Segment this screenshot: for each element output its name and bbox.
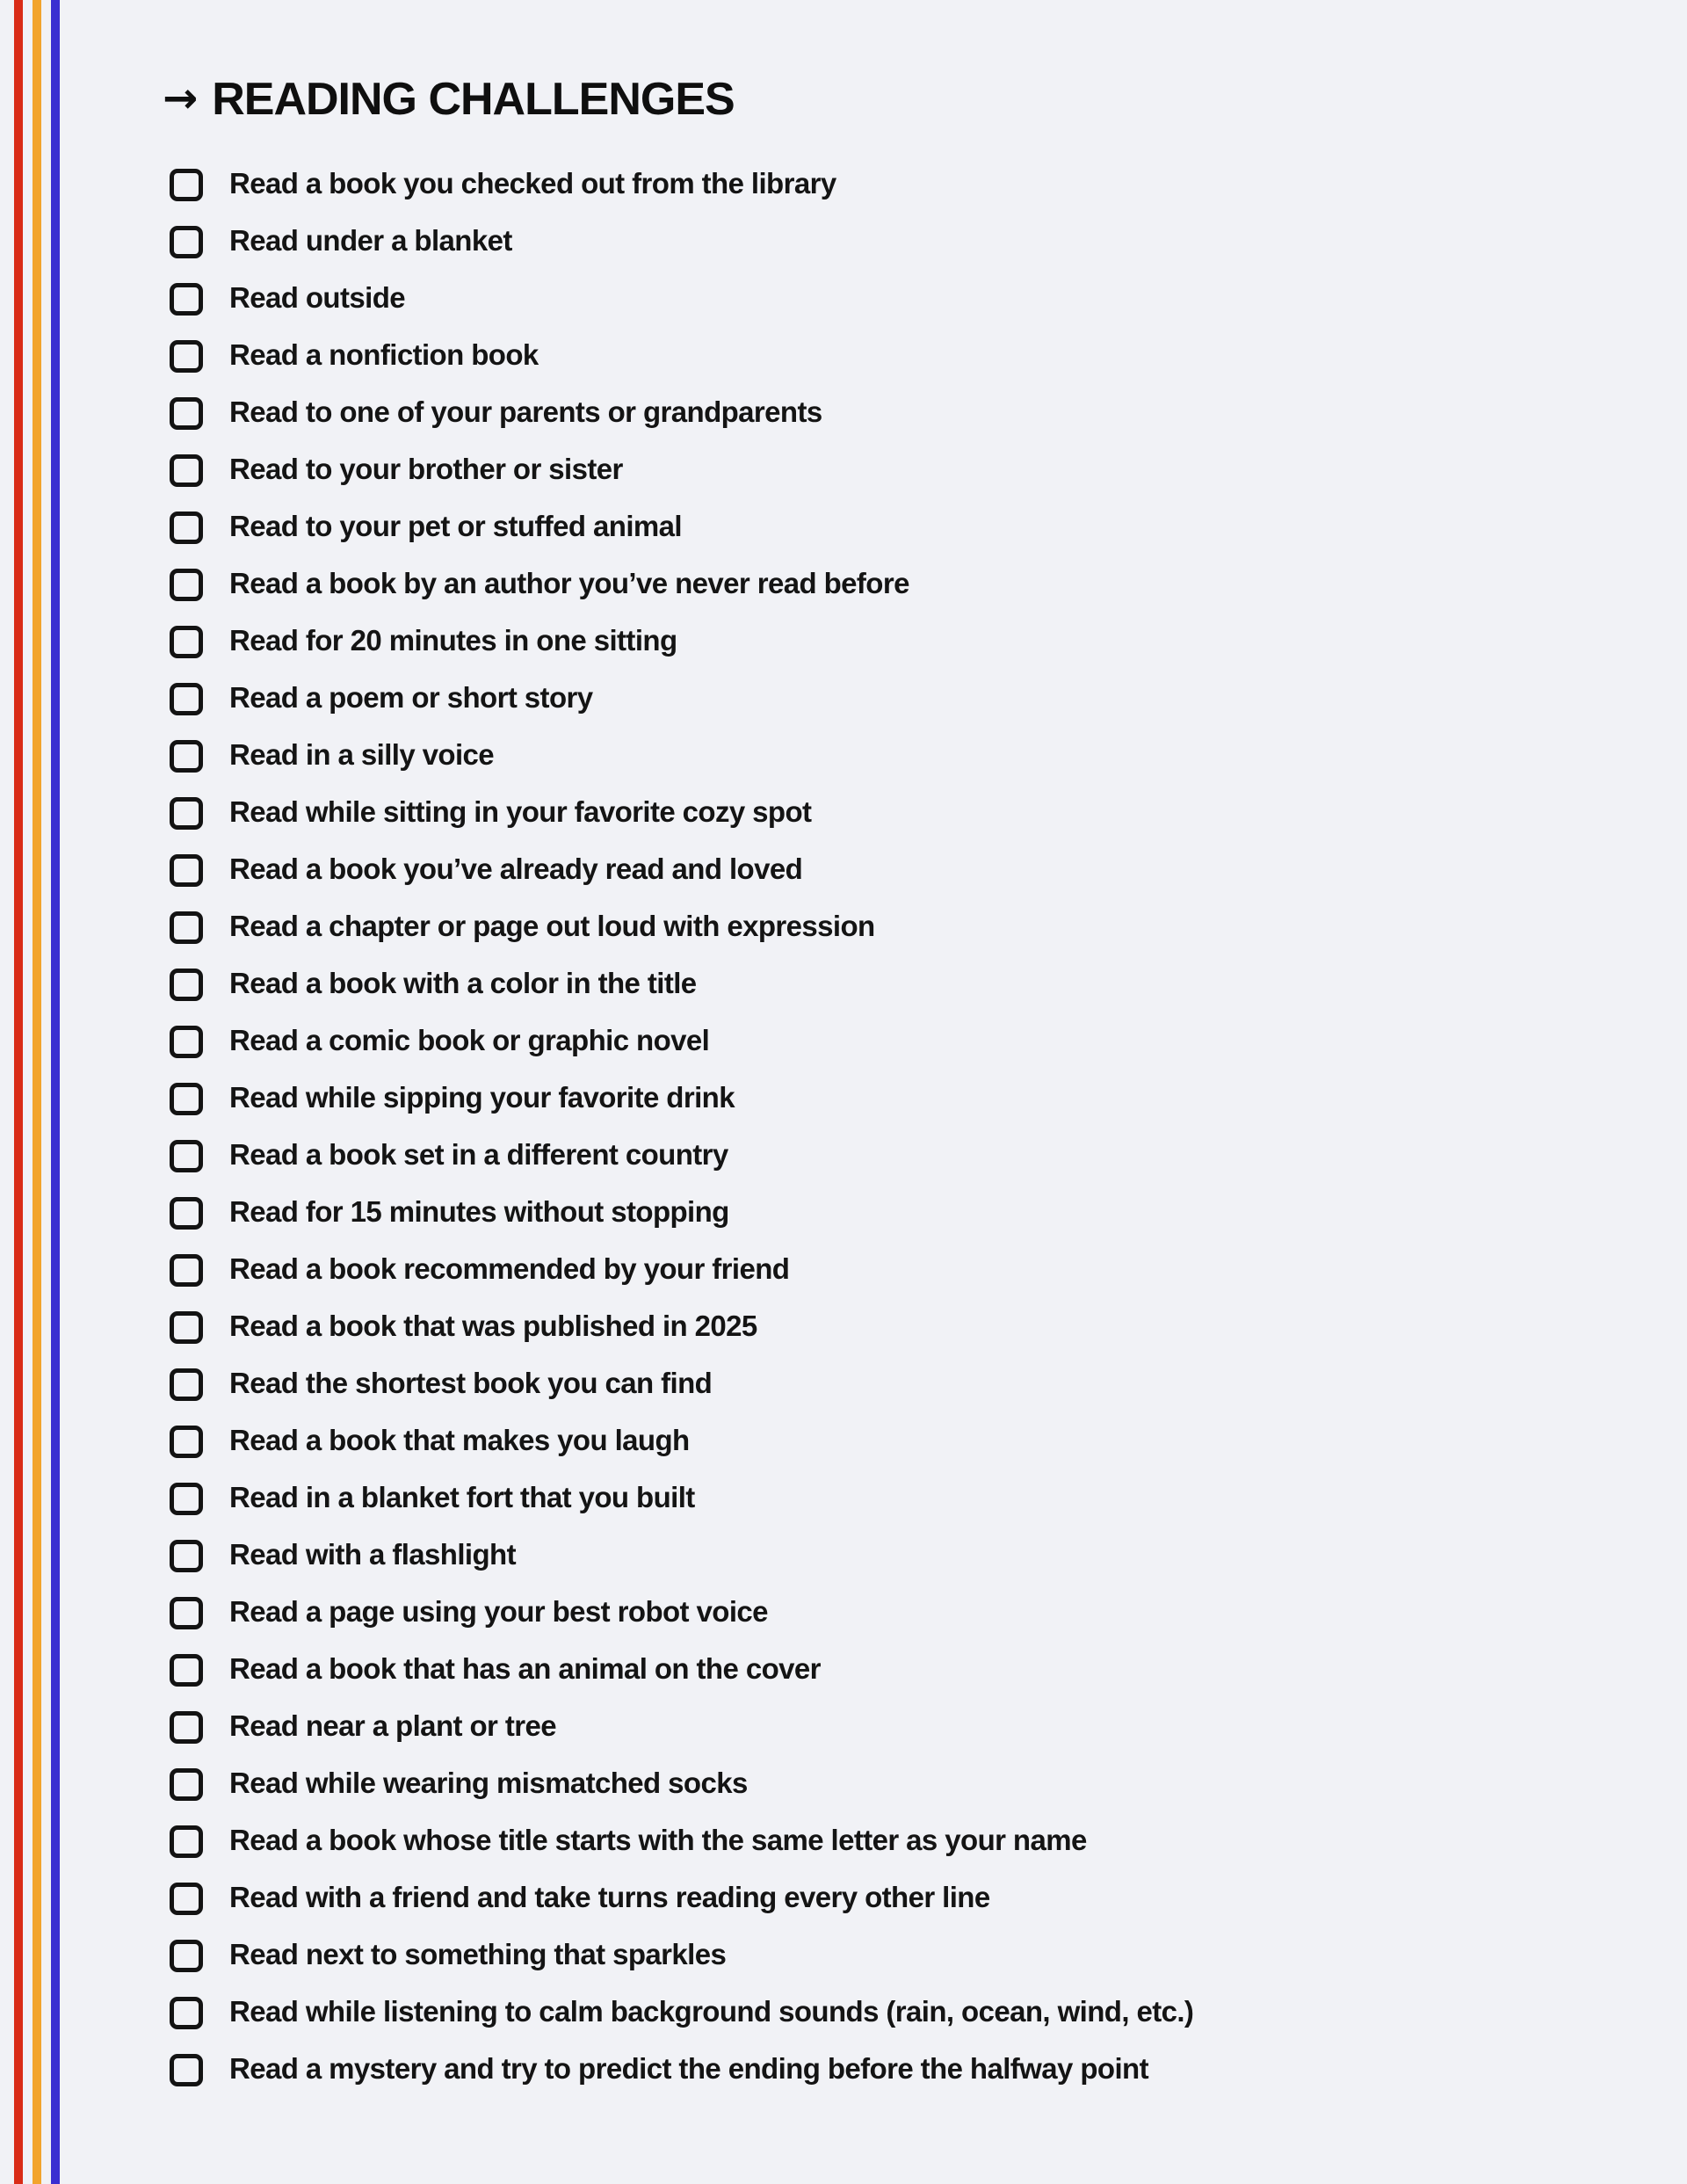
checklist-item — [170, 728, 1652, 785]
checklist-item — [170, 1642, 1652, 1699]
checklist-item-label: Read a book by an author you’ve never read before — [229, 567, 909, 600]
checkbox[interactable] — [170, 683, 203, 715]
checkbox[interactable] — [170, 1997, 203, 2029]
checklist-item — [170, 1070, 1652, 1128]
checklist-item-label: Read a nonfiction book — [229, 338, 539, 372]
checklist-item — [170, 899, 1652, 956]
checklist-item-label: Read a book recommended by your friend — [229, 1252, 790, 1286]
checkbox[interactable] — [170, 1311, 203, 1344]
checklist-item — [170, 1185, 1652, 1242]
checkbox[interactable] — [170, 1197, 203, 1230]
checkbox[interactable] — [170, 340, 203, 373]
checkbox[interactable] — [170, 740, 203, 773]
checklist-item — [170, 1699, 1652, 1756]
checkbox[interactable] — [170, 1883, 203, 1915]
checklist-item — [170, 1128, 1652, 1185]
checkbox[interactable] — [170, 854, 203, 887]
left-stripe-blue — [51, 0, 60, 2184]
checkbox[interactable] — [170, 1825, 203, 1858]
checkbox[interactable] — [170, 1768, 203, 1801]
checklist-item — [170, 156, 1652, 214]
checkbox[interactable] — [170, 1483, 203, 1515]
checklist-item-label: Read a book you’ve already read and loved — [229, 853, 803, 886]
checklist-item-label: Read a comic book or graphic novel — [229, 1024, 710, 1057]
checklist-item-label: Read next to something that sparkles — [229, 1938, 727, 1971]
checkbox[interactable] — [170, 969, 203, 1001]
checklist-item-label: Read with a friend and take turns reading every other line — [229, 1881, 990, 1914]
checklist-item-label: Read a page using your best robot voice — [229, 1595, 768, 1629]
checkbox[interactable] — [170, 1254, 203, 1287]
checklist-item-label: Read a mystery and try to predict the ending before the halfway point — [229, 2052, 1148, 2086]
checklist-item-label: Read in a blanket fort that you built — [229, 1481, 695, 1514]
checkbox[interactable] — [170, 283, 203, 316]
checkbox[interactable] — [170, 1140, 203, 1172]
checklist-item — [170, 271, 1652, 328]
checkbox[interactable] — [170, 797, 203, 830]
checkbox[interactable] — [170, 1426, 203, 1458]
checklist-item-label: Read for 15 minutes without stopping — [229, 1195, 729, 1229]
checklist-item-label: Read under a blanket — [229, 224, 512, 258]
checklist-item — [170, 1413, 1652, 1470]
checklist-item — [170, 2042, 1652, 2099]
checkbox[interactable] — [170, 397, 203, 430]
checklist-item-label: Read to your brother or sister — [229, 453, 623, 486]
checklist-item-label: Read a book that has an animal on the cover — [229, 1652, 821, 1686]
checkbox[interactable] — [170, 226, 203, 258]
checklist-item — [170, 1470, 1652, 1527]
checkbox[interactable] — [170, 454, 203, 487]
checklist-item — [170, 956, 1652, 1013]
checklist-item-label: Read to one of your parents or grandparents — [229, 395, 822, 429]
checklist-item — [170, 214, 1652, 271]
checklist-item — [170, 1356, 1652, 1413]
page-title — [163, 74, 1652, 127]
checklist-item-label: Read a book set in a different country — [229, 1138, 728, 1172]
checkbox[interactable] — [170, 1368, 203, 1401]
checkbox[interactable] — [170, 512, 203, 544]
checklist-item — [170, 842, 1652, 899]
left-stripe-red — [14, 0, 23, 2184]
page-title-text: READING CHALLENGES — [212, 74, 735, 125]
checklist-item — [170, 1242, 1652, 1299]
checklist-item — [170, 1013, 1652, 1070]
checklist-item-label: Read for 20 minutes in one sitting — [229, 624, 677, 657]
checklist-item — [170, 785, 1652, 842]
checklist-item — [170, 1585, 1652, 1642]
checklist-item — [170, 1299, 1652, 1356]
checklist-item-label: Read while sipping your favorite drink — [229, 1081, 735, 1114]
checkbox[interactable] — [170, 1711, 203, 1744]
checklist-item-label: Read a book that was published in 2025 — [229, 1310, 757, 1343]
checklist-item-label: Read outside — [229, 281, 406, 315]
checklist-item-label: Read near a plant or tree — [229, 1709, 556, 1743]
checkbox[interactable] — [170, 169, 203, 201]
checklist-item-label: Read a book whose title starts with the same letter as your name — [229, 1824, 1087, 1857]
checkbox[interactable] — [170, 1540, 203, 1572]
page-content — [163, 73, 1652, 2099]
checklist-item — [170, 1984, 1652, 2042]
left-stripe-orange — [33, 0, 41, 2184]
checklist-item-label: Read a chapter or page out loud with expression — [229, 910, 875, 943]
checklist-item — [170, 1756, 1652, 1813]
checkbox[interactable] — [170, 1654, 203, 1687]
checkbox[interactable] — [170, 1940, 203, 1972]
checklist-item — [170, 556, 1652, 613]
checklist-item-label: Read with a flashlight — [229, 1538, 517, 1571]
checkbox[interactable] — [170, 2054, 203, 2086]
checklist-item — [170, 671, 1652, 728]
checklist-item — [170, 1927, 1652, 1984]
arrow-right-icon: → — [163, 73, 199, 123]
checklist-item — [170, 499, 1652, 556]
checklist-item — [170, 613, 1652, 671]
checklist-item — [170, 1527, 1652, 1585]
checklist-item-label: Read a book with a color in the title — [229, 967, 697, 1000]
checklist-item-label: Read a book that makes you laugh — [229, 1424, 690, 1457]
checkbox[interactable] — [170, 1083, 203, 1115]
checkbox[interactable] — [170, 1597, 203, 1629]
checklist-item — [170, 1813, 1652, 1870]
checkbox[interactable] — [170, 626, 203, 658]
checklist-item-label: Read to your pet or stuffed animal — [229, 510, 682, 543]
checklist-item — [170, 328, 1652, 385]
checklist-item-label: Read a poem or short story — [229, 681, 593, 715]
checklist-item-label: Read while wearing mismatched socks — [229, 1767, 748, 1800]
checklist-item — [170, 385, 1652, 442]
checklist-item-label: Read the shortest book you can find — [229, 1367, 713, 1400]
checklist-item — [170, 1870, 1652, 1927]
checklist-item-label: Read a book you checked out from the library — [229, 167, 836, 200]
checkbox[interactable] — [170, 569, 203, 601]
checklist-item-label: Read in a silly voice — [229, 738, 495, 772]
checklist-item-label: Read while listening to calm background sounds (rain, ocean, wind, etc.) — [229, 1995, 1194, 2028]
checkbox[interactable] — [170, 1026, 203, 1058]
checklist — [170, 156, 1652, 2099]
checklist-item-label: Read while sitting in your favorite cozy spot — [229, 795, 812, 829]
checklist-item — [170, 442, 1652, 499]
checkbox[interactable] — [170, 911, 203, 944]
